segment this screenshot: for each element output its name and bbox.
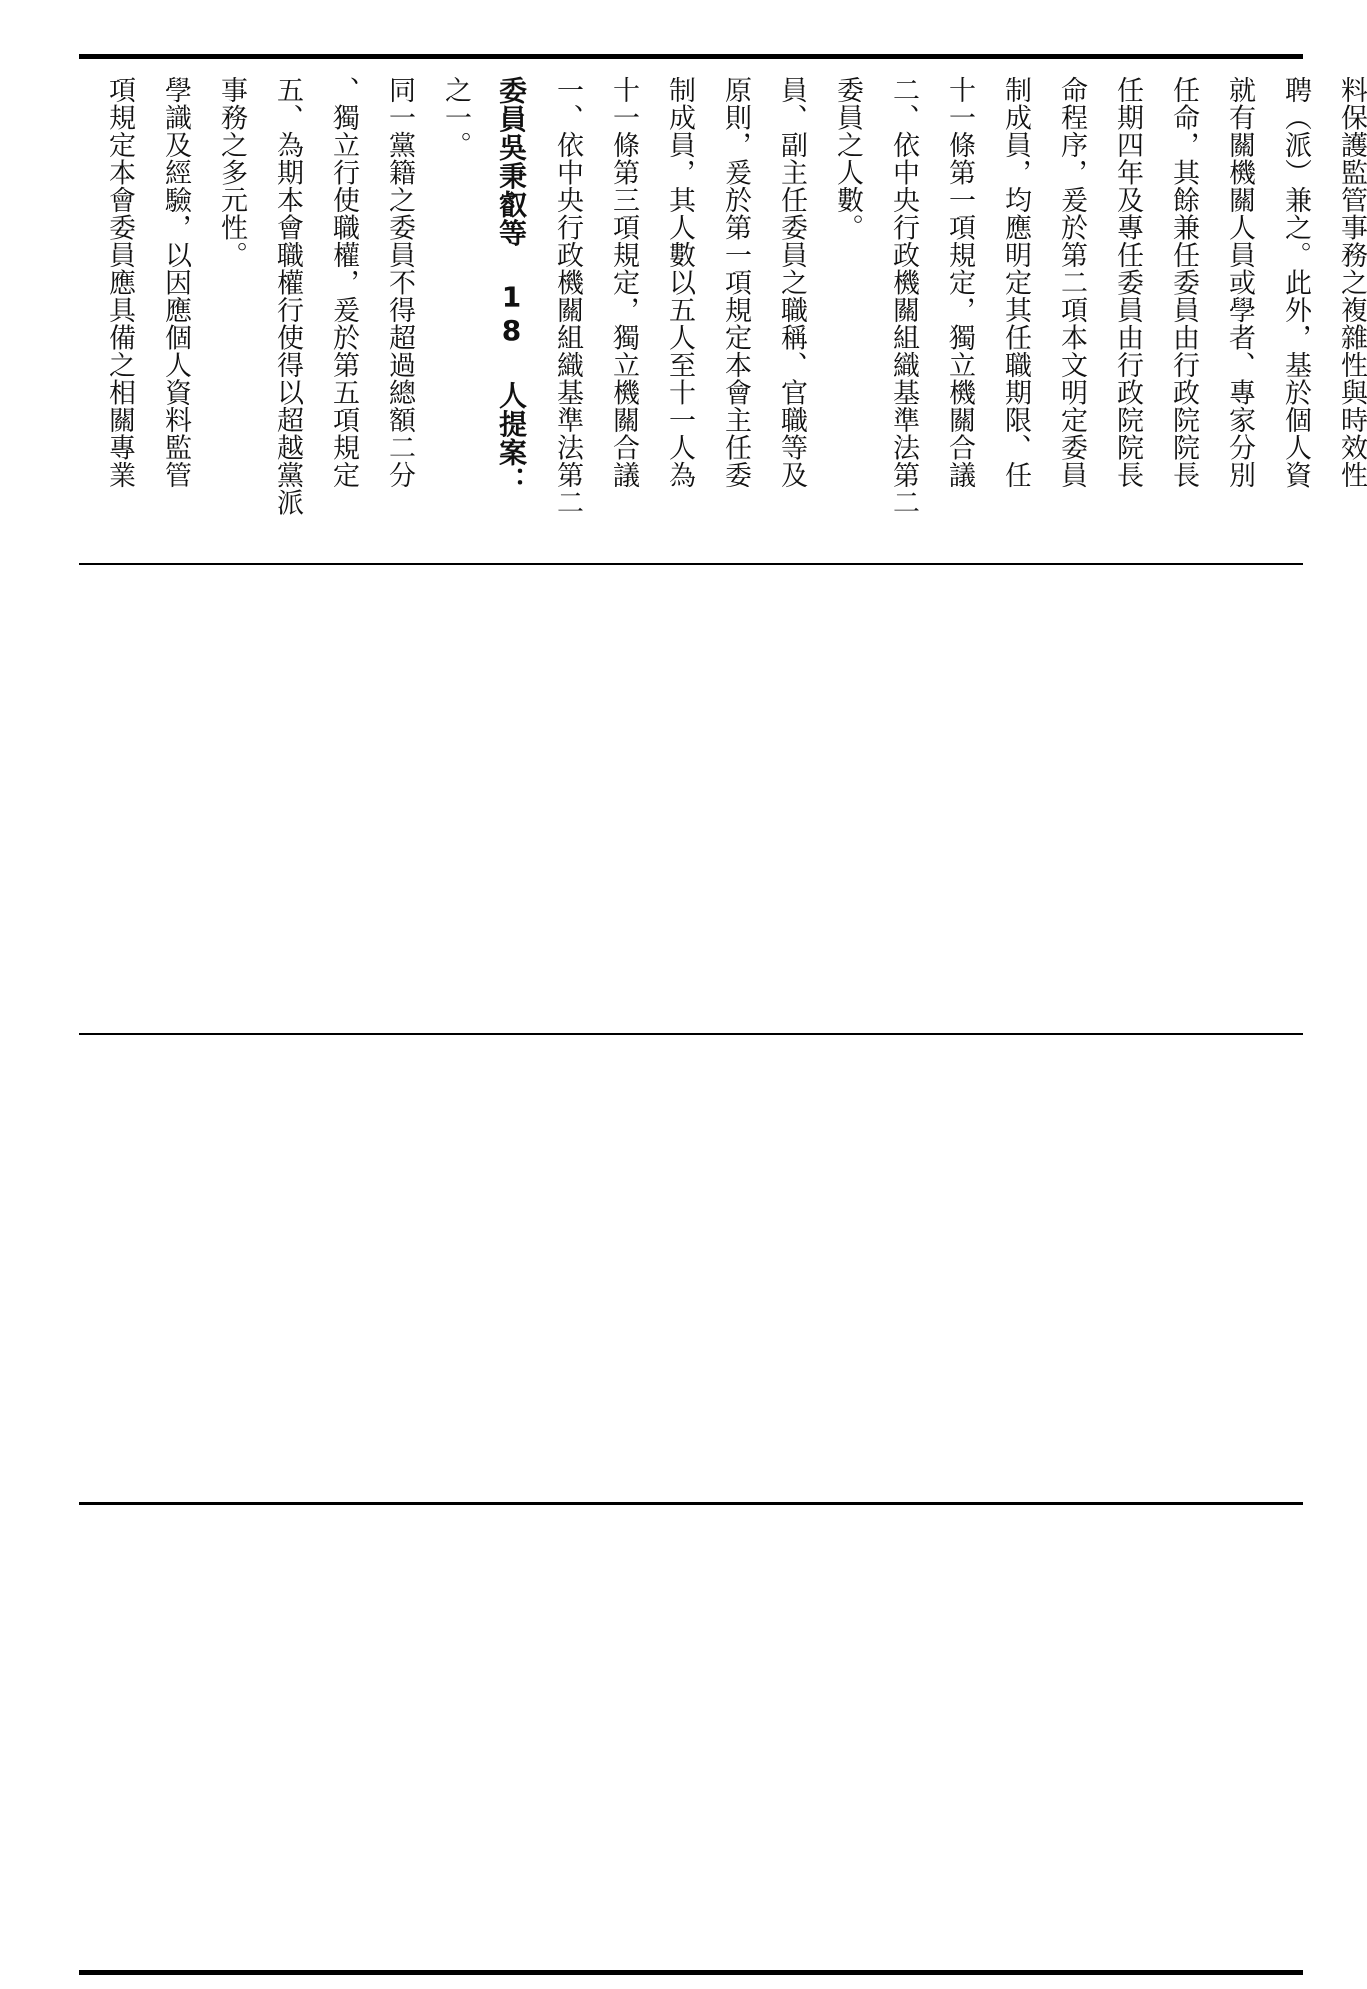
text-column: 十一條第三項規定，獨立機關合議 — [608, 76, 639, 489]
text-column: 任期四年及專任委員由行政院院長 — [1112, 76, 1143, 489]
text-column: 二、依中央行政機關組織基準法第二 — [888, 76, 919, 516]
bottom-border-rule — [79, 1970, 1303, 1975]
section-divider — [79, 563, 1303, 565]
text-column: 學識及經驗，以因應個人資料監管 — [160, 76, 191, 489]
proposal-heading: 委員吳秉叡等 18 人提案： — [495, 76, 528, 495]
text-column: 任命，其餘兼任委員由行政院院長 — [1168, 76, 1199, 489]
section-divider — [79, 1033, 1303, 1035]
text-column: 員、副主任委員之職稱、官職等及 — [776, 76, 807, 489]
text-column: 制成員，均應明定其任職期限、任 — [1000, 76, 1031, 489]
text-column: 就有關機關人員或學者、專家分別 — [1224, 76, 1255, 489]
text-column: 料保護監管事務之複雜性與時效性 — [1336, 76, 1367, 489]
text-column: 五、為期本會職權行使得以超越黨派 — [272, 76, 303, 516]
text-column: 聘（派）兼之。此外，基於個人資 — [1280, 76, 1311, 489]
text-column: 項規定本會委員應具備之相關專業 — [104, 76, 135, 489]
text-column: 一、依中央行政機關組織基準法第二 — [552, 76, 583, 516]
text-column: 、獨立行使職權，爰於第五項規定 — [328, 76, 359, 489]
text-column: 委員之人數。 — [832, 76, 863, 241]
section-divider — [79, 1502, 1303, 1505]
top-border-rule — [79, 54, 1303, 59]
text-panel — [79, 62, 1367, 562]
text-column: 制成員，其人數以五人至十一人為 — [664, 76, 695, 489]
text-column: 十一條第一項規定，獨立機關合議 — [944, 76, 975, 489]
vertical-text-columns — [91, 76, 1367, 562]
text-column: 之一。 — [440, 76, 471, 159]
text-column: 命程序，爰於第二項本文明定委員 — [1056, 76, 1087, 489]
text-column: 事務之多元性。 — [216, 76, 247, 269]
text-column: 原則，爰於第一項規定本會主任委 — [720, 76, 751, 489]
text-column: 同一黨籍之委員不得超過總額二分 — [384, 76, 415, 489]
